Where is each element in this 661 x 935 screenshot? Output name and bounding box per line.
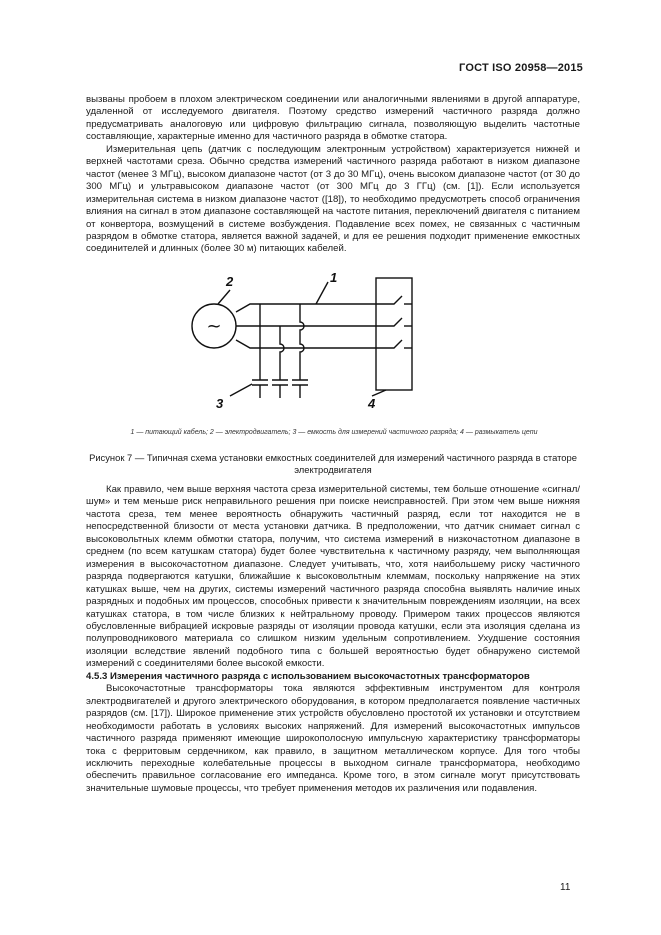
- text-block-bottom: [86, 484, 580, 795]
- document-code-header: ГОСТ ISO 20958—2015: [459, 62, 583, 74]
- capacitor-3: [292, 380, 308, 398]
- capacitor-1: [252, 380, 268, 398]
- section-title-4-5-3: 4.5.3 Измерения частичного разряда с использованием высокочастотных трансформаторов: [86, 670, 530, 682]
- tap-2: [280, 326, 284, 380]
- capacitor-2: [272, 380, 288, 398]
- circuit-breaker-box: [376, 278, 412, 390]
- wire-3: [236, 340, 376, 348]
- label-1: 1: [330, 270, 338, 285]
- page-number: 11: [560, 882, 571, 893]
- intro-paragraph: вызваны пробоем в плохом электрическом соединении или аналогичными явлениями в другой аппаратуре, удаленной от исследуемого двигателя. Поэтому средство измерений частичного разряда должно предусматривать аналоговую или цифровую фильтрацию сигнала, позволяющую выделить частотные составляющие, характерные именно для частичного разряда в обмотке статора.: [86, 94, 580, 143]
- figure-caption: Рисунок 7 — Типичная схема установки емкостных соединителей для измерений частичного разряда в статоре электродвигателя: [89, 452, 577, 475]
- wire-1: [236, 304, 376, 312]
- label-4: 4: [368, 396, 376, 411]
- tap-3: [300, 304, 304, 380]
- label-2: 2: [226, 274, 234, 289]
- paragraph-cutoff-frequency: Как правило, чем выше верхняя частота среза измерительной системы, тем больше отношение «сигнал/шум» и тем меньше риск неправильного решения при поиске неисправностей. При этом чем выше нижняя частота среза, тем менее вероятность обнаружить частичный разряд, если тот находится не в непосредственной близости от места установки датчика. В предположении, что датчик снимает сигнал с высоковольтных клемм обмотки статора, получим, что система измерений в низкочастотном диапазоне в среднем (по всем катушкам статора) будет более чувствительна к частичному разряду, чем выполняющая измерения в высокочастотном диапазоне. Следует учитывать, что, хотя наибольшему риску частичного разряда подвергаются катушки, ближайшие к высоковольтным клеммам, поскольку напряжение на этих катушках выше, чем на других, системы измерений частичного разряда способна выявлять наличие иных разрядных и подобных им процессов, способных привести к значительным повреждениям изоляции, на всех катушках статора, в том числе близких к нейтральному проводу. Примером таких процессов являются обусловленные вибрацией искровые разряды от изоляции провода катушки, если эта изоляция сделана из полупроводникового материала со слишком низким удельным сопротивлением. Ухудшение состояния изоляции вследствие явлений подобного типа с большей вероятностью будет обнаружено системой измерений с соединителями более высокой емкости.: [86, 484, 580, 670]
- paragraph-measuring-circuit: Измерительная цепь (датчик с последующим электронным устройством) характеризуется нижней и верхней частотами среза. Обычно средства измерений частичного разряда работают в низком диапазоне частот (менее 3 МГц), высоком диапазоне частот (от 3 до 30 МГц), очень высоком диапазоне частот (от 30 до 300 МГц) и ультравысоком диапазоне частот (от 300 МГц до 3 ГГц) (см. [1]). Если используется измерительная система в низком диапазоне частот ([18]), то необходимо предусмотреть способ ограничения влияния на сигнал в этом диапазоне составляющей на частоте питания, переключений двигателя с питанием от конвертора, возмущений в системе возбуждения. Подавление всех помех, не связанных с частичным разрядом в обмотке статора, является важной задачей, и для ее решения подходит применение емкостных соединителей и длинных (более 30 м) питающих кабелей.: [86, 143, 580, 255]
- motor-tilde: ~: [206, 316, 222, 337]
- paragraph-hf-transformers: Высокочастотные трансформаторы тока являются эффективным инструментом для контроля электродвигателей и другого электрического оборудования, в котором предполагается появление частичных разрядов (см. [17]). Широкое применение этих устройств обусловлено простотой их установки и отсутствием необходимости работать в условиях высоких напряжений. Для измерений высокочастотных импульсов частичного разряда применяют имеющие широкополосную импульсную характеристику трансформаторы тока с ферритовым сердечником, как правило, в защитном металлическом корпусе. Для того чтобы исключить переходные колебательные процессы в выходном сигнале трансформатора, необходимо обеспечить правильное согласование его импеданса. Кроме того, в этом сигнале могут присутствовать значительные шумовые процессы, что требует применения методов их различения или подавления.: [86, 683, 580, 794]
- circuit-diagram: [176, 268, 436, 414]
- text-block-top: [86, 94, 580, 256]
- label-3: 3: [216, 396, 224, 411]
- figure-legend: 1 — питающий кабель; 2 — электродвигатель; 3 — емкость для измерений частичного разряда; 4 — размыкатель цепи: [130, 429, 538, 436]
